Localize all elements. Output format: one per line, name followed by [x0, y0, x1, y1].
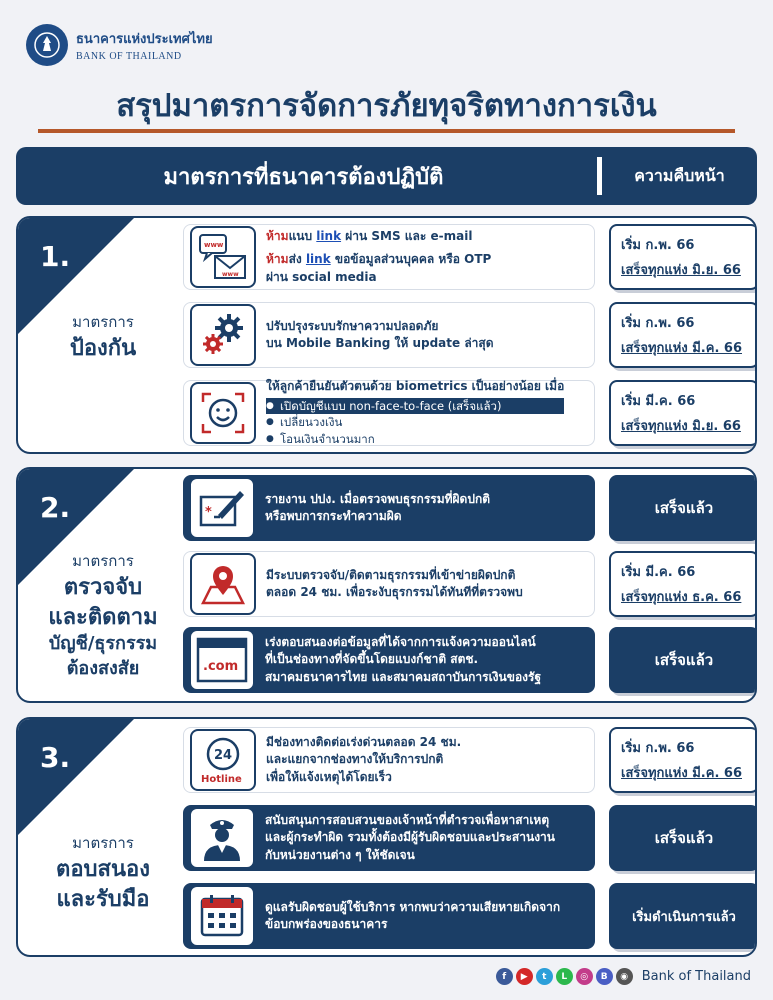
list-item: ● โอนเงินจำนวนมาก	[266, 431, 564, 448]
page-title: สรุปมาตรการจัดการภัยทุจริตทางการเงิน	[116, 88, 657, 124]
section-label	[18, 831, 188, 914]
measure-row	[183, 727, 757, 793]
measure-row	[183, 380, 757, 446]
list-item: ● เปลี่ยนวงเงิน	[266, 414, 564, 431]
header-progress: ความคืบหน้า	[634, 165, 725, 185]
title-divider	[38, 129, 735, 133]
section-label-big: ป้องกัน	[69, 336, 137, 361]
progress-status	[609, 627, 757, 693]
row-text: เพื่อให้แจ้งเหตุได้โดยเร็ว	[266, 769, 392, 784]
status-start: เริ่ม มี.ค. 66	[621, 565, 696, 580]
status-start: เริ่ม ก.พ. 66	[621, 741, 695, 756]
face-scan-icon	[190, 382, 256, 444]
line-icon[interactable]: L	[556, 968, 573, 985]
prohibit-word: ห้าม	[266, 228, 289, 243]
podcast-icon[interactable]: ◉	[616, 968, 633, 985]
section-response	[16, 717, 757, 957]
youtube-icon[interactable]: ▶	[516, 968, 533, 985]
section-label-small: มาตรการ	[72, 313, 134, 331]
sms-email-icon	[190, 226, 256, 288]
svg-text:www: www	[222, 271, 239, 278]
map-pin-icon	[190, 553, 256, 615]
hotline-24-icon	[190, 729, 256, 791]
section-label	[18, 549, 188, 681]
row-text: ผ่าน SMS และ e-mail	[341, 228, 473, 243]
section-number: 1.	[40, 240, 71, 273]
row-text: ตลอด 24 ชม. เพื่อระงับธุรกรรมได้ทันทีที่ตรวจพบ	[266, 585, 523, 599]
logo-english-name: BANK OF THAILAND	[76, 51, 182, 62]
police-officer-icon	[189, 807, 255, 869]
row-text: มีช่องทางติดต่อเร่งด่วนตลอด 24 ชม.	[266, 734, 462, 749]
prohibit-word: ห้าม	[266, 252, 289, 267]
section-label-mid: ต้องสงสัย	[66, 657, 140, 679]
row-text: ข้อบกพร่องของธนาคาร	[265, 917, 388, 931]
progress-status	[609, 475, 757, 541]
status-done: เสร็จแล้ว	[654, 651, 714, 669]
section-number: 2.	[40, 491, 71, 524]
row-text: รายงาน ปปง. เมื่อตรวจพบธุรกรรมที่ผิดปกติ	[265, 491, 491, 506]
status-done: เสร็จทุกแห่ง มิ.ย. 66	[621, 419, 741, 434]
bot-logo	[26, 24, 213, 66]
progress-status	[609, 224, 757, 290]
hotline-label: Hotline	[201, 774, 242, 785]
status-start: เริ่ม มี.ค. 66	[621, 394, 696, 409]
biometric-list	[266, 398, 564, 448]
report-pen-icon	[189, 477, 255, 539]
progress-status	[609, 551, 757, 617]
row-text: ดูแลรับผิดชอบผู้ใช้บริการ หากพบว่าความเสียหายเกิดจาก	[265, 899, 561, 914]
row-text: และแยกจากช่องทางให้บริการปกติ	[266, 752, 444, 767]
list-item: ● เปิดบัญชีแบบ non-face-to-face (เสร็จแล้ว)	[266, 398, 564, 415]
progress-status	[609, 883, 757, 949]
svg-text:*: *	[205, 505, 212, 520]
table-header	[16, 147, 757, 205]
row-text: ให้ลูกค้ายืนยันตัวตนด้วย biometrics เป็นอย่างน้อย เมื่อ	[266, 379, 565, 394]
row-text: บน Mobile Banking ให้ update ล่าสุด	[266, 336, 494, 350]
measure-row	[183, 627, 757, 693]
section-label-big: ตอบสนอง	[56, 857, 150, 882]
status-done: เสร็จทุกแห่ง มิ.ย. 66	[621, 263, 741, 278]
gears-icon	[190, 304, 256, 366]
section-label-small: มาตรการ	[72, 552, 134, 570]
section-label-small: มาตรการ	[72, 834, 134, 852]
link-word: link	[305, 252, 331, 267]
status-done: เสร็จแล้ว	[654, 499, 714, 517]
row-text: และผู้กระทำผิด รวมทั้งต้องมีผู้รับผิดชอบและประสานงาน	[265, 830, 555, 845]
section-label	[18, 310, 188, 364]
status-done: เสร็จทุกแห่ง มี.ค. 66	[621, 766, 742, 781]
measure-row	[183, 224, 757, 290]
link-word: link	[316, 228, 342, 243]
dotcom-browser-icon	[189, 629, 255, 691]
progress-status	[609, 805, 757, 871]
section-prevention	[16, 216, 757, 454]
footer	[496, 968, 751, 985]
hotline-number: 24	[214, 748, 233, 763]
measure-row	[183, 805, 757, 871]
row-text: หรือพบการกระทำความผิด	[265, 509, 402, 523]
progress-status	[609, 380, 757, 446]
measure-row	[183, 883, 757, 949]
garuda-emblem-icon	[26, 24, 68, 66]
row-text: เร่งตอบสนองต่อข้อมูลที่ได้จากการแจ้งความออนไลน์	[265, 634, 536, 649]
logo-thai-name: ธนาคารแห่งประเทศไทย	[76, 32, 213, 47]
row-text: ส่ง	[288, 252, 306, 267]
status-done: เสร็จแล้ว	[654, 829, 714, 847]
row-text: ที่เป็นช่องทางที่จัดขึ้นโดยแบงก์ชาติ สตช.	[265, 652, 479, 667]
section-number: 3.	[40, 741, 71, 774]
row-text: มีระบบตรวจจับ/ติดตามธุรกรรมที่เข้าข่ายผิดปกติ	[266, 567, 516, 582]
facebook-icon[interactable]: f	[496, 968, 513, 985]
status-done: เสร็จทุกแห่ง มี.ค. 66	[621, 341, 742, 356]
row-text: ขอข้อมูลส่วนบุคคล หรือ OTP	[330, 252, 492, 267]
section-label-big: และติดตาม	[48, 604, 158, 630]
measure-row	[183, 302, 757, 368]
instagram-icon[interactable]: ◎	[576, 968, 593, 985]
dotcom-label: .com	[203, 659, 239, 674]
section-detection	[16, 467, 757, 703]
measure-row	[183, 551, 757, 617]
section-label-mid: บัญชี/ธุรกรรม	[48, 633, 158, 655]
twitter-icon[interactable]: t	[536, 968, 553, 985]
progress-status	[609, 302, 757, 368]
measure-row	[183, 475, 757, 541]
svg-text:www: www	[204, 241, 224, 249]
section-corner	[16, 717, 136, 837]
calendar-icon	[189, 885, 255, 947]
row-text: แนบ	[288, 228, 317, 243]
footer-brand: Bank of Thailand	[641, 969, 751, 984]
row-text: สมาคมธนาคารไทย และสมาคมสถาบันการเงินของรัฐ	[265, 669, 542, 684]
progress-status	[609, 727, 757, 793]
row-text: กับหน่วยงานต่าง ๆ ให้ชัดเจน	[265, 847, 415, 862]
row-text: ปรับปรุงระบบรักษาความปลอดภัย	[266, 318, 439, 333]
status-done: เริ่มดำเนินการแล้ว	[632, 909, 736, 925]
status-done: เสร็จทุกแห่ง ธ.ค. 66	[621, 590, 742, 605]
section-label-big: และรับมือ	[56, 886, 150, 912]
status-start: เริ่ม ก.พ. 66	[621, 316, 695, 331]
row-text: สนับสนุนการสอบสวนของเจ้าหน้าที่ตำรวจเพื่อหาสาเหตุ	[265, 812, 550, 827]
row-text: ผ่าน social media	[266, 269, 377, 284]
status-start: เริ่ม ก.พ. 66	[621, 238, 695, 253]
blockdit-icon[interactable]: B	[596, 968, 613, 985]
section-label-big: ตรวจจับ	[63, 575, 143, 600]
header-measures: มาตรการที่ธนาคารต้องปฏิบัติ	[163, 164, 444, 190]
